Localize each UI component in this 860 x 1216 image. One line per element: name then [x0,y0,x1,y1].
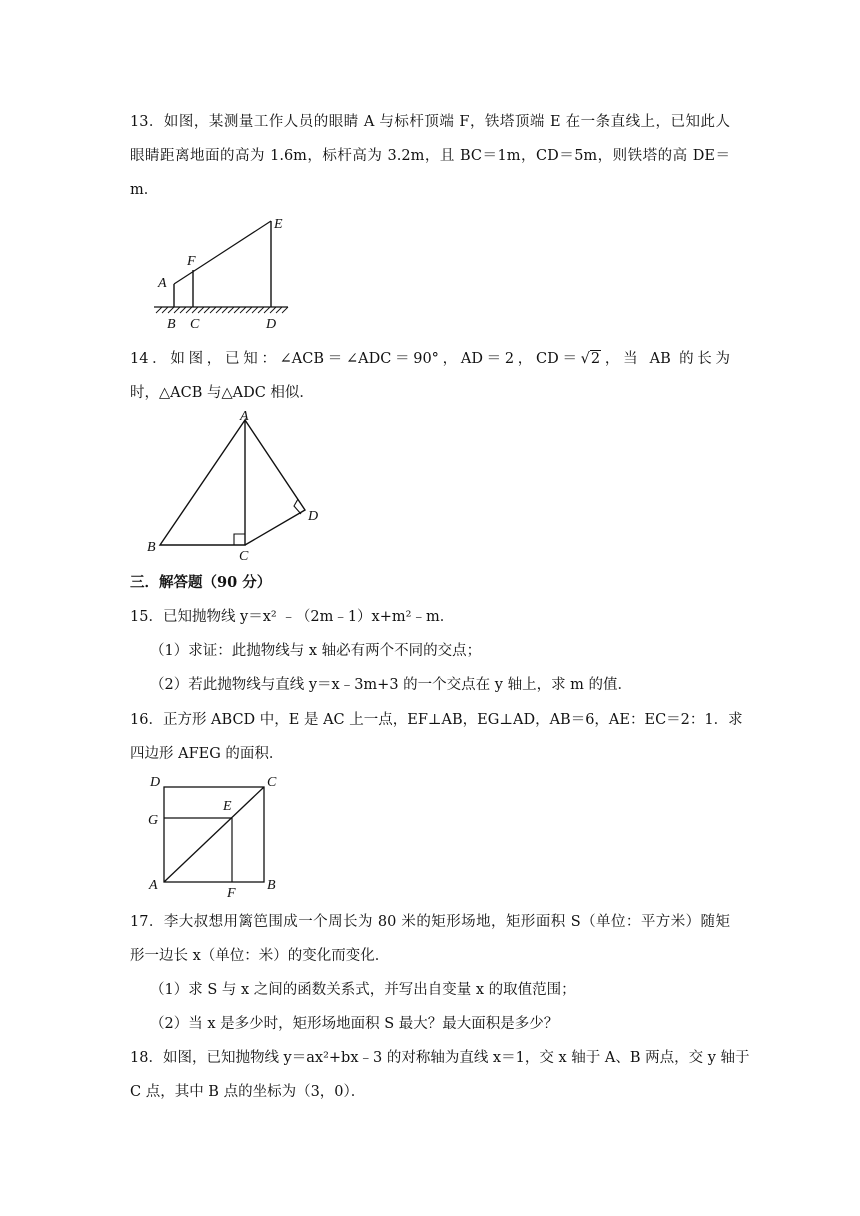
q14-label-d: D [308,509,319,524]
section-heading: 三．解答题（90 分） [130,574,272,591]
q14-sqrt-radicand: 2 [590,351,601,367]
q13-label-f: F [187,254,196,269]
q14-figure [145,409,335,564]
q14-label-c: C [239,549,249,564]
q16-label-b: B [267,878,276,893]
q18-line2: C 点，其中 B 点的坐标为（3，0）． [130,1084,366,1100]
q13-label-a: A [158,276,167,291]
q15-part1: （1）求证：此抛物线与 x 轴必有两个不同的交点； [150,643,482,659]
q16-line1: 16．正方形 ABCD 中，E 是 AC 上一点，EF⊥AB，EG⊥AD，AB＝6，AE：EC＝2：1．求 [130,712,743,728]
q16-label-e: E [223,799,232,814]
q16-label-c: C [267,775,277,790]
q17-part1: （1）求 S 与 x 之间的函数关系式，并写出自变量 x 的取值范围； [150,982,576,998]
q14-line2: 时，△ACB 与△ADC 相似． [130,385,314,401]
q13-label-b: B [167,317,176,332]
q16-line2: 四边形 AFEG 的面积． [130,746,284,762]
q13-label-d: D [266,317,277,332]
q13-label-c: C [190,317,200,332]
q14-line1-end: ，当 AB 的长为 [601,351,730,367]
q13-figure [150,214,300,334]
q14-sqrt: √2 [580,351,601,367]
q14-label-b: B [147,540,156,555]
q14-line1-start: 14．如图，已知：∠ACB＝∠ADC＝90°，AD＝2，CD＝ [130,351,581,367]
q16-label-f: F [227,886,236,901]
q16-figure [143,772,283,901]
q13-line2: 眼睛距离地面的高为 1.6m，标杆高为 3.2m，且 BC＝1m，CD＝5m，则铁塔的高 DE＝ [130,148,730,164]
q17-part2: （2）当 x 是多少时，矩形场地面积 S 最大？最大面积是多少？ [150,1016,559,1032]
q17-line2: 形一边长 x（单位：米）的变化而变化． [130,948,390,964]
q13-label-e: E [274,217,283,232]
q14-line1 [130,349,730,369]
q15-line1: 15．已知抛物线 y＝x² ﹣（2m﹣1）x+m²﹣m． [130,609,455,625]
q16-label-d: D [150,775,161,790]
q17-line1: 17．李大叔想用篱笆围成一个周长为 80 米的矩形场地，矩形面积 S（单位：平方米）随矩 [130,914,730,930]
q16-label-g: G [148,813,159,828]
q15-part2: （2）若此抛物线与直线 y＝x﹣3m+3 的一个交点在 y 轴上，求 m 的值． [150,677,633,693]
q16-label-a: A [149,878,158,893]
q18-line1: 18．如图，已知抛物线 y＝ax²+bx﹣3 的对称轴为直线 x＝1，交 x 轴于 A、B 两点，交 y 轴于 [130,1050,750,1066]
q14-label-a: A [240,409,249,424]
q13-line1: 13．如图，某测量工作人员的眼睛 A 与标杆顶端 F，铁塔顶端 E 在一条直线上，已知此人 [130,114,730,130]
q13-line3: m． [130,182,159,198]
